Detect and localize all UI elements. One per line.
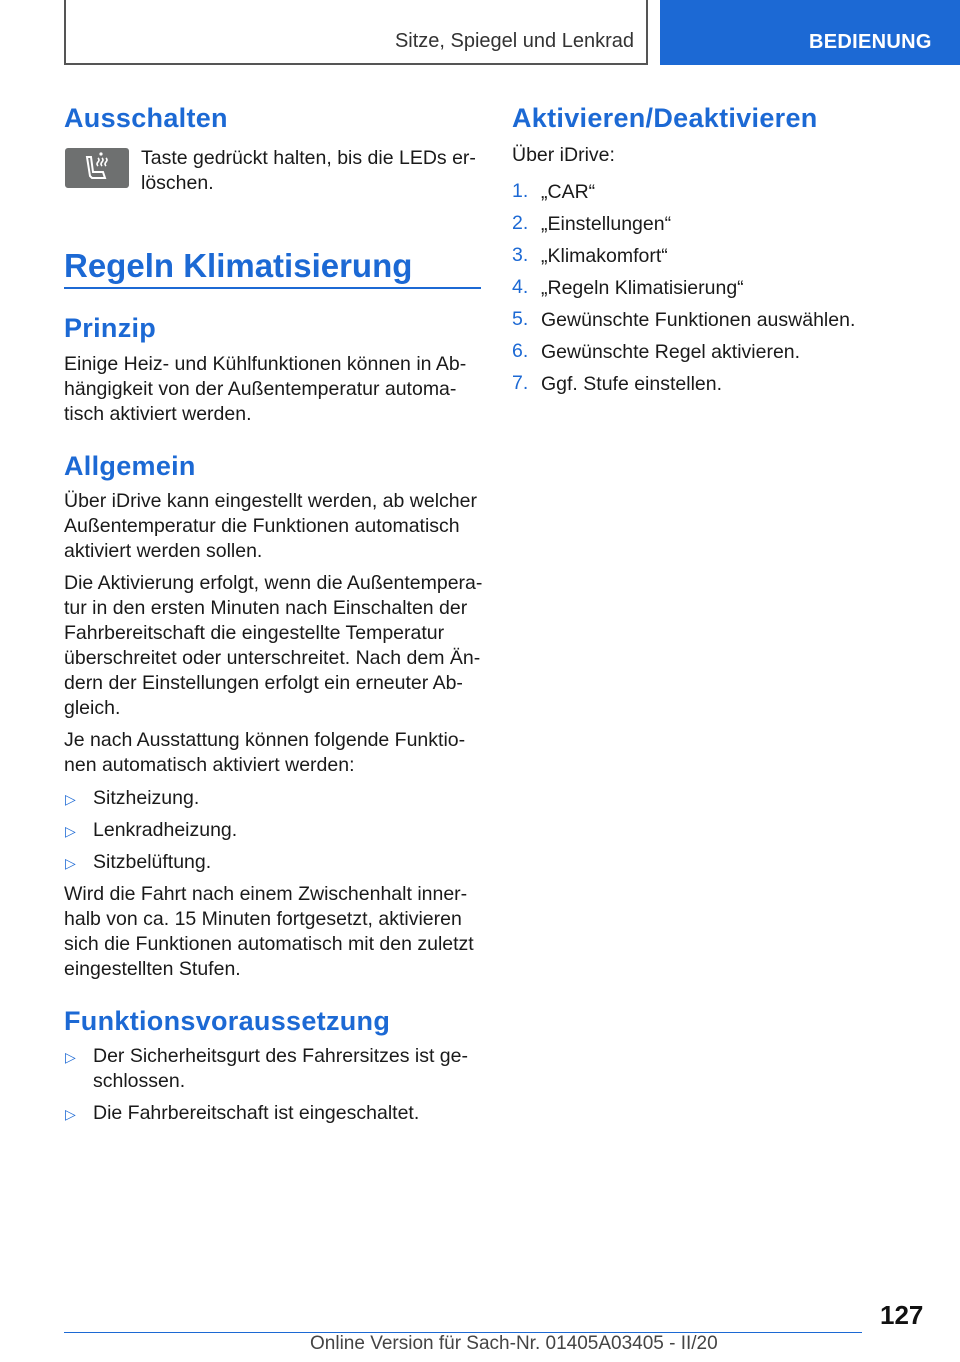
header-section-title: Sitze, Spiegel und Lenkrad [394, 30, 634, 52]
allgemein-p2-line-6: gleich. [64, 697, 121, 719]
funktion-bullet-1-line-1: Der Sicherheitsgurt des Fahrersitzes ist ge- [93, 1045, 468, 1067]
step-number: 2. [512, 212, 529, 234]
allgemein-p1-line-1: Über iDrive kann eingestellt werden, ab welcher [64, 490, 477, 512]
page-number: 127 [880, 1300, 924, 1330]
step-text: Ggf. Stufe einstellen. [541, 373, 723, 395]
bullet-triangle-icon: ▷ [65, 1049, 76, 1065]
funktion-bullet-2: Die Fahrbereitschaft ist eingeschaltet. [93, 1102, 420, 1124]
allgemein-p2-line-3: Fahrbereitschaft die eingestellte Temperatur [64, 622, 445, 644]
bullet-triangle-icon: ▷ [65, 823, 76, 839]
prinzip-line-2: hängigkeit von der Außentemperatur automa- [64, 378, 457, 400]
heading-allgemein: Allgemein [64, 451, 196, 481]
allgemein-p4-line-1: Wird die Fahrt nach einem Zwischenhalt inner- [64, 883, 468, 905]
header-chapter-tab [660, 0, 960, 65]
allgemein-p4-line-2: halb von ca. 15 Minuten fortgesetzt, aktivieren [64, 908, 462, 930]
heading-ausschalten: Ausschalten [64, 103, 228, 133]
step-number: 6. [512, 340, 529, 362]
allgemein-p2-line-1: Die Aktivierung erfolgt, wenn die Außentempera- [64, 572, 483, 594]
allgemein-p3-line-1: Je nach Ausstattung können folgende Funktio- [64, 729, 466, 751]
heading-prinzip: Prinzip [64, 313, 157, 343]
allgemein-p2-line-4: überschreitet oder unterschreitet. Nach dem Än- [64, 647, 481, 669]
step-text: „CAR“ [541, 181, 596, 203]
step-text: Gewünschte Regel aktivieren. [541, 341, 801, 363]
allgemein-p2-line-2: tur in den ersten Minuten nach Einschalten der [64, 597, 468, 619]
step-number: 7. [512, 372, 529, 394]
step-text: „Einstellungen“ [541, 213, 672, 235]
header-chapter-title: BEDIENUNG [809, 31, 932, 53]
bullet-lenkradheizung: Lenkradheizung. [93, 819, 238, 841]
bullet-sitzbelueftung: Sitzbelüftung. [93, 851, 212, 873]
right-intro: Über iDrive: [512, 144, 615, 166]
allgemein-p4-line-3: sich die Funktionen automatisch mit den zuletzt [64, 933, 474, 955]
step-number: 5. [512, 308, 529, 330]
footer-version-text: Online Version für Sach-Nr. 01405A03405 - II/20 [310, 1333, 718, 1354]
prinzip-line-3: tisch aktiviert werden. [64, 403, 252, 425]
heading-funktionsvoraussetzung: Funktionsvoraussetzung [64, 1006, 391, 1036]
ausschalten-line-2: löschen. [141, 172, 214, 194]
bullet-triangle-icon: ▷ [65, 1106, 76, 1122]
step-number: 1. [512, 180, 529, 202]
allgemein-p4-line-4: eingestellten Stufen. [64, 958, 241, 980]
allgemein-p2-line-5: dern der Einstellungen erfolgt ein erneuter Ab- [64, 672, 463, 694]
bullet-triangle-icon: ▷ [65, 855, 76, 871]
allgemein-p3-line-2: nen automatisch aktiviert werden: [64, 754, 355, 776]
step-text: Gewünschte Funktionen auswählen. [541, 309, 856, 331]
allgemein-p1-line-3: aktiviert werden sollen. [64, 540, 263, 562]
main-heading-rule [64, 287, 481, 289]
prinzip-line-1: Einige Heiz- und Kühlfunktionen können in Ab- [64, 353, 467, 375]
bullet-sitzheizung: Sitzheizung. [93, 787, 200, 809]
header-section-tab [64, 0, 648, 65]
seat-heating-button-icon [65, 148, 129, 188]
funktion-bullet-1-line-2: schlossen. [93, 1070, 186, 1092]
step-number: 3. [512, 244, 529, 266]
step-text: „Regeln Klimatisierung“ [541, 277, 744, 299]
allgemein-p1-line-2: Außentemperatur die Funktionen automatisch [64, 515, 460, 537]
ausschalten-line-1: Taste gedrückt halten, bis die LEDs er- [141, 147, 476, 169]
step-number: 4. [512, 276, 529, 298]
main-heading: Regeln Klimatisierung [64, 247, 413, 284]
step-text: „Klimakomfort“ [541, 245, 668, 267]
heading-aktivieren-deaktivieren: Aktivieren/Deaktivieren [512, 103, 818, 133]
bullet-triangle-icon: ▷ [65, 791, 76, 807]
